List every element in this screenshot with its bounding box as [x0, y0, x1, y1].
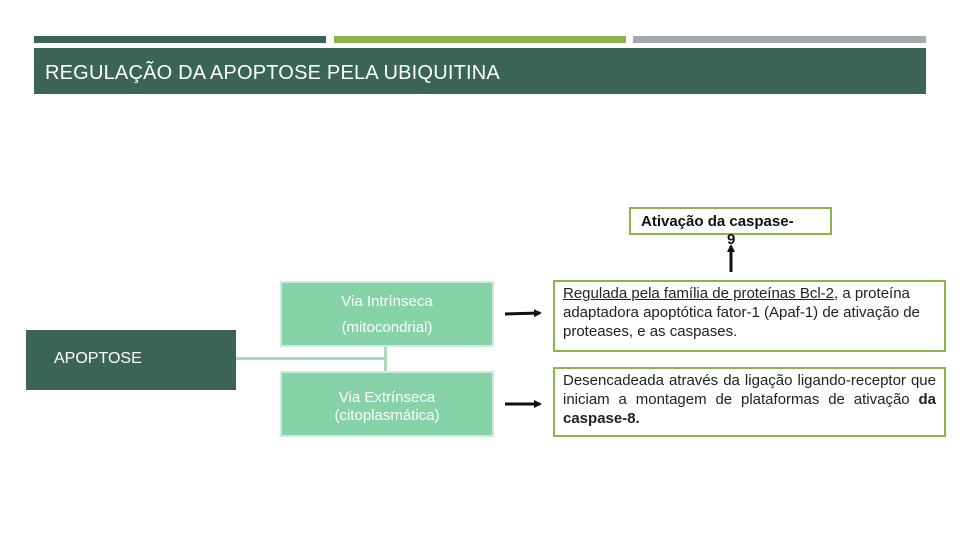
intrinseca-desc-rest: , a proteína adaptadora apoptótica fator-1 (Apaf-1) de ativação de proteases, e as caspases. — [563, 285, 920, 340]
via-intrinseca-label: Via Intrínseca — [341, 293, 433, 310]
arrow-intrinseca — [505, 313, 540, 314]
intrinseca-description — [553, 280, 946, 352]
via-intrinseca-sublabel: (mitocondrial) — [341, 319, 433, 336]
slide-title: REGULAÇÃO DA APOPTOSE PELA UBIQUITINA — [45, 62, 500, 84]
caspase9-box — [629, 207, 832, 248]
via-extrinseca-sublabel: (citoplasmática) — [334, 407, 440, 424]
caspase9-label: Ativação da caspase- — [641, 213, 794, 230]
extrinseca-description — [553, 367, 946, 437]
bcl2-underlined: Regulada pela família de proteínas Bcl-2 — [563, 285, 834, 302]
caspase8-bold: da caspase-8. — [563, 391, 936, 427]
apoptose-label: APOPTOSE — [54, 350, 142, 367]
via-extrinseca-label: Via Extrínseca — [338, 389, 436, 406]
caspase9-number: 9 — [727, 231, 736, 248]
extrinseca-desc-text: Desencadeada através da ligação ligando-receptor que iniciam a montagem de plataformas de ativação — [563, 372, 936, 408]
